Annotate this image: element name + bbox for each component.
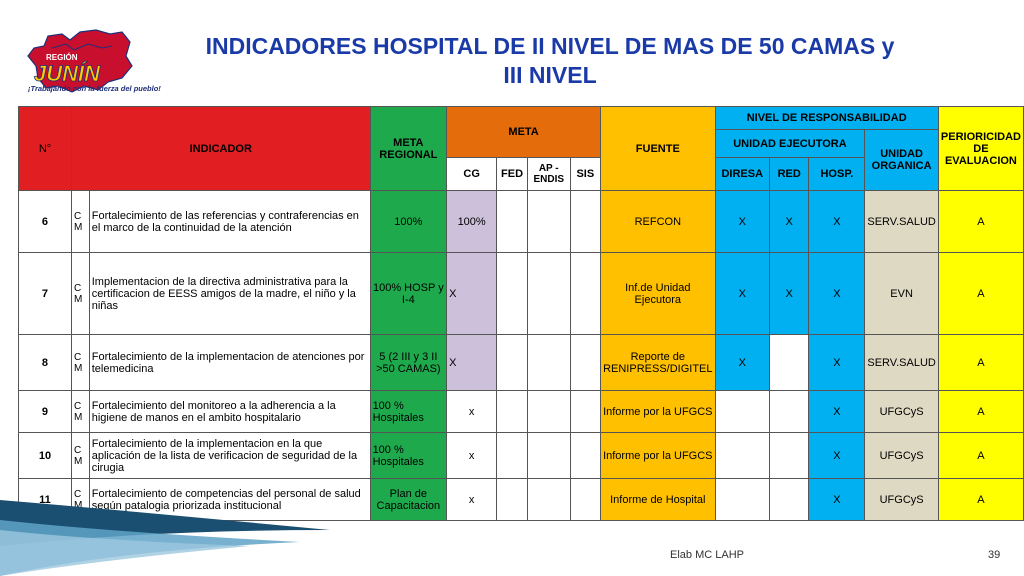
- row-cg: 100%: [447, 191, 497, 253]
- row-cg: x: [447, 479, 497, 521]
- row-fuente: Informe por la UFGCS: [601, 391, 715, 433]
- svg-text:JUNÍN: JUNÍN: [34, 61, 101, 86]
- row-fed: [497, 253, 528, 335]
- row-cm: C M: [71, 335, 89, 391]
- row-fed: [497, 391, 528, 433]
- row-fed: [497, 335, 528, 391]
- row-sis: [570, 191, 601, 253]
- row-cm: C M: [71, 391, 89, 433]
- row-num: 8: [19, 335, 72, 391]
- row-periodicidad: A: [938, 335, 1023, 391]
- row-diresa: X: [715, 253, 770, 335]
- decorative-swoosh: [0, 470, 330, 576]
- row-ap: [527, 253, 570, 335]
- row-periodicidad: A: [938, 433, 1023, 479]
- row-red: X: [770, 253, 809, 335]
- row-meta-regional: Plan de Capacitacion: [370, 479, 447, 521]
- row-cg: X: [447, 335, 497, 391]
- row-indicador: Fortalecimiento de la implementacion de atenciones por telemedicina: [89, 335, 370, 391]
- title-line-1: INDICADORES HOSPITAL DE II NIVEL DE MAS DE 50 CAMAS y: [205, 33, 895, 59]
- svg-text:REGIÓN: REGIÓN: [46, 53, 78, 62]
- row-sis: [570, 433, 601, 479]
- header-diresa: DIRESA: [715, 158, 770, 191]
- row-unidad-organica: SERV.SALUD: [865, 191, 938, 253]
- row-red: X: [770, 191, 809, 253]
- header-meta-regional: META REGIONAL: [370, 107, 447, 191]
- row-hosp: X: [809, 335, 865, 391]
- row-unidad-organica: UFGCyS: [865, 479, 938, 521]
- row-periodicidad: A: [938, 391, 1023, 433]
- row-hosp: X: [809, 191, 865, 253]
- row-unidad-organica: UFGCyS: [865, 391, 938, 433]
- row-ap: [527, 191, 570, 253]
- row-red: [770, 479, 809, 521]
- row-ap: [527, 433, 570, 479]
- table-row: [19, 335, 1024, 391]
- page-title: [150, 32, 950, 90]
- row-unidad-organica: EVN: [865, 253, 938, 335]
- row-sis: [570, 391, 601, 433]
- row-meta-regional: 100 % Hospitales: [370, 433, 447, 479]
- table-row: [19, 391, 1024, 433]
- row-fed: [497, 479, 528, 521]
- row-num: 7: [19, 253, 72, 335]
- row-cm: C M: [71, 433, 89, 479]
- row-ap: [527, 391, 570, 433]
- row-num: 11: [19, 479, 72, 521]
- table-row: [19, 253, 1024, 335]
- header-sis: SIS: [570, 158, 601, 191]
- row-sis: [570, 335, 601, 391]
- row-fuente: Informe por la UFGCS: [601, 433, 715, 479]
- header-hosp: HOSP.: [809, 158, 865, 191]
- row-num: 9: [19, 391, 72, 433]
- row-meta-regional: 100% HOSP y I-4: [370, 253, 447, 335]
- row-meta-regional: 100 % Hospitales: [370, 391, 447, 433]
- row-red: [770, 335, 809, 391]
- row-fuente: Reporte de RENIPRESS/DIGITEL: [601, 335, 715, 391]
- row-diresa: X: [715, 191, 770, 253]
- row-diresa: [715, 391, 770, 433]
- row-cm: C M: [71, 253, 89, 335]
- row-meta-regional: 5 (2 III y 3 II >50 CAMAS): [370, 335, 447, 391]
- row-fed: [497, 433, 528, 479]
- row-hosp: X: [809, 479, 865, 521]
- page-number: 39: [988, 549, 1001, 561]
- row-cg: x: [447, 433, 497, 479]
- row-num: 6: [19, 191, 72, 253]
- row-indicador: Fortalecimiento de la implementacion en la que aplicación de la lista de verificacion de seguridad de la cirugia: [89, 433, 370, 479]
- row-fuente: REFCON: [601, 191, 715, 253]
- header-meta: META: [447, 107, 601, 158]
- row-fuente: Informe de Hospital: [601, 479, 715, 521]
- header-periodicidad: PERIORICIDAD DE EVALUACION: [938, 107, 1023, 191]
- row-periodicidad: A: [938, 191, 1023, 253]
- row-diresa: [715, 479, 770, 521]
- row-indicador: Fortalecimiento del monitoreo a la adherencia a la higiene de manos en el ambito hospitalario: [89, 391, 370, 433]
- row-sis: [570, 253, 601, 335]
- row-hosp: X: [809, 391, 865, 433]
- row-diresa: X: [715, 335, 770, 391]
- row-periodicidad: A: [938, 479, 1023, 521]
- logo-tagline: ¡Trabajando con la fuerza del pueblo!: [28, 84, 161, 93]
- row-meta-regional: 100%: [370, 191, 447, 253]
- row-red: [770, 433, 809, 479]
- row-indicador: Fortalecimiento de las referencias y contraferencias en el marco de la continuidad de la atención: [89, 191, 370, 253]
- footer-author: Elab MC LAHP: [670, 549, 744, 561]
- row-ap: [527, 479, 570, 521]
- header-red: RED: [770, 158, 809, 191]
- row-indicador: Fortalecimiento de competencias del personal de salud según patalogia priorizada institucional: [89, 479, 370, 521]
- row-cg: x: [447, 391, 497, 433]
- row-unidad-organica: SERV.SALUD: [865, 335, 938, 391]
- header-ap-endis: AP - ENDIS: [527, 158, 570, 191]
- indicators-table: [18, 106, 1024, 521]
- header-row-1: [19, 107, 1024, 130]
- row-fed: [497, 191, 528, 253]
- title-line-2: III NIVEL: [503, 62, 597, 88]
- row-periodicidad: A: [938, 253, 1023, 335]
- row-ap: [527, 335, 570, 391]
- header-num: N°: [19, 107, 72, 191]
- table-row: [19, 191, 1024, 253]
- header-nivel-responsabilidad: NIVEL DE RESPONSABILIDAD: [715, 107, 938, 130]
- row-unidad-organica: UFGCyS: [865, 433, 938, 479]
- header-fuente: FUENTE: [601, 107, 715, 191]
- header-unidad-ejecutora: UNIDAD EJECUTORA: [715, 130, 865, 158]
- row-cm: C M: [71, 191, 89, 253]
- row-red: [770, 391, 809, 433]
- row-cm: C M: [71, 479, 89, 521]
- row-diresa: [715, 433, 770, 479]
- row-hosp: X: [809, 433, 865, 479]
- header-unidad-organica: UNIDAD ORGANICA: [865, 130, 938, 191]
- header-fed: FED: [497, 158, 528, 191]
- row-num: 10: [19, 433, 72, 479]
- header-indicador: INDICADOR: [71, 107, 370, 191]
- row-sis: [570, 479, 601, 521]
- row-hosp: X: [809, 253, 865, 335]
- row-fuente: Inf.de Unidad Ejecutora: [601, 253, 715, 335]
- row-indicador: Implementacion de la directiva administrativa para la certificacion de EESS amigos de la madre, el niño y la niñas: [89, 253, 370, 335]
- row-cg: X: [447, 253, 497, 335]
- header-cg: CG: [447, 158, 497, 191]
